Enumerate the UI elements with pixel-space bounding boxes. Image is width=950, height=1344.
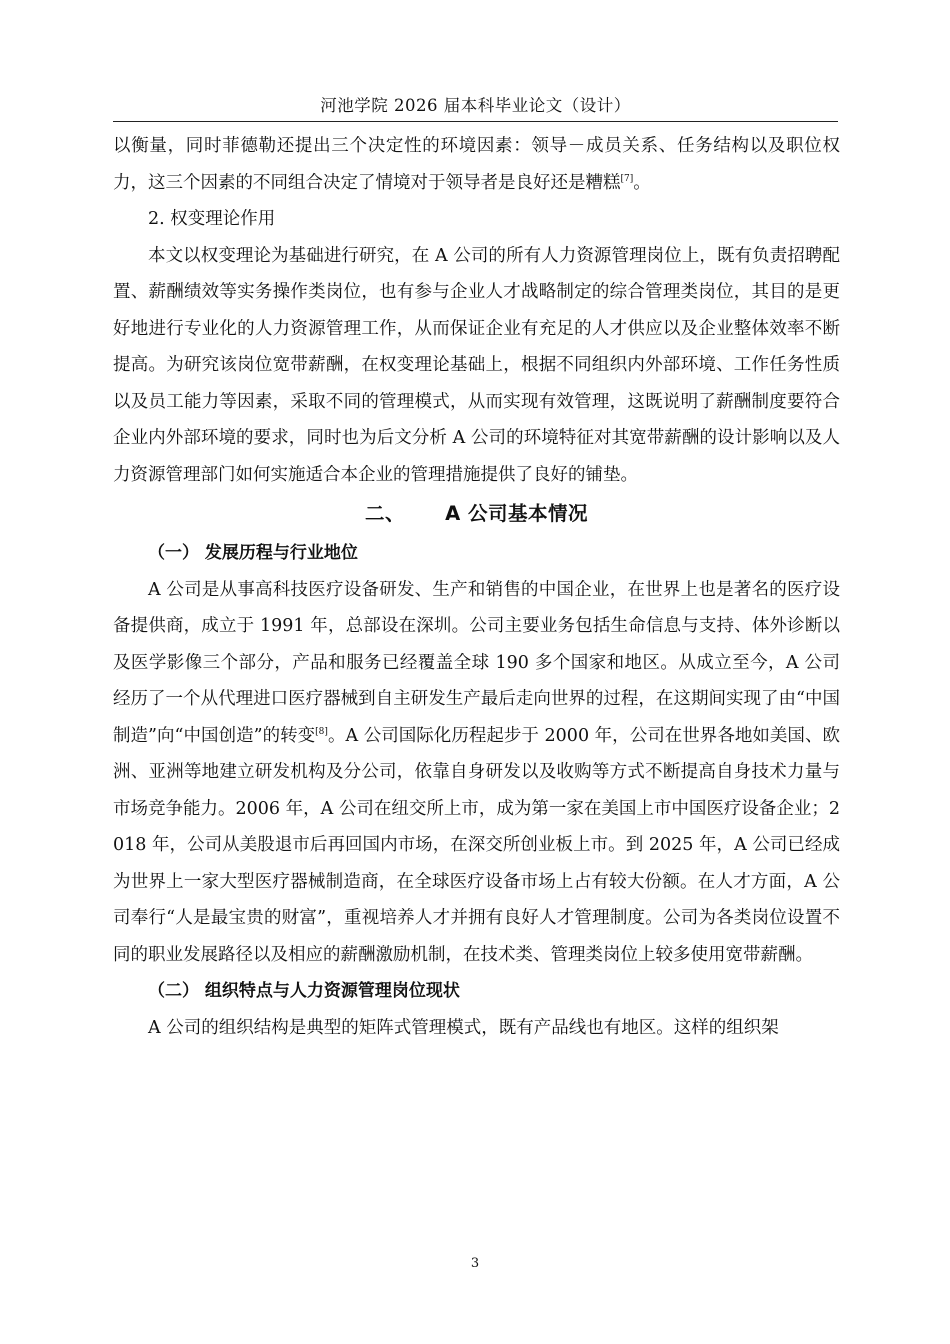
- citation-7: [7]: [620, 173, 634, 184]
- paragraph-organization: A 公司的组织结构是典型的矩阵式管理模式，既有产品线也有地区。这样的组织架: [148, 1017, 779, 1038]
- subsection-heading-contingency-role: 2. 权变理论作用: [148, 209, 276, 229]
- subheading-history: （一） 发展历程与行业地位: [148, 543, 358, 563]
- section-title: A 公司基本情况: [445, 502, 588, 525]
- citation-8: [8]: [315, 726, 328, 737]
- subheading-organization: （二） 组织特点与人力资源管理岗位现状: [148, 981, 460, 1001]
- paragraph-text: 以衡量，同时菲德勒还提出三个决定性的环境因素：领导－成员关系、任务结构以及职位权力，这三个因素的不同组合决定了情境对于领导者是良好还是糟糕: [113, 136, 840, 193]
- paragraph-history: [113, 572, 840, 974]
- running-header: 河池学院 2026 届本科毕业论文（设计）: [320, 96, 631, 115]
- paragraph-tail: 。: [633, 172, 651, 193]
- section-number: 二、: [365, 502, 406, 525]
- page-number: 3: [470, 1256, 480, 1271]
- paragraph-contingency-theory: 本文以权变理论为基础进行研究，在 A 公司的所有人力资源管理岗位上，既有负责招聘配置、薪酬绩效等实务操作类岗位，也有参与企业人才战略制定的综合管理类岗位，其目的是更好地进行专业化的人力资源管理工作，从而保证企业有充足的人才供应以及企业整体效率不断提高。为研究该岗位宽带薪酬，在权变理论基础上，根据不同组织内外部环境、工作任务性质以及员工能力等因素，采取不同的管理模式，从而实现有效管理，这既说明了薪酬制度要符合企业内外部环境的要求，同时也为后文分析 A 公司的环境特征对其宽带薪酬的设计影响以及人力资源管理部门如何实施适合本企业的管理措施提供了良好的铺垫。: [113, 245, 840, 485]
- section-heading: [113, 493, 840, 535]
- paragraph-continued: [113, 128, 840, 201]
- page-body: [113, 128, 840, 1046]
- header-rule: [113, 121, 838, 122]
- paragraph-text-b: 。A 公司国际化历程起步于 2000 年，公司在世界各地如美国、欧洲、亚洲等地建立研发机构及分公司，依靠自身研发以及收购等方式不断提高自身技术力量与市场竞争能力。2006 年，A 公司在纽交所上市，成为第一家在美国上市中国医疗设备企业；2018 年，公司从美股退市后再回国内市场，在深交所创业板上市。到 2025 年，A 公司已经成为世界上一家大型医疗器械制造商，在全球医疗设备市场上占有较大份额。在人才方面，A 公司奉行“人是最宝贵的财富”，重视培养人才并拥有良好人才管理制度。公司为各类岗位设置不同的职业发展路径以及相应的薪酬激励机制，在技术类、管理类岗位上较多使用宽带薪酬。: [113, 725, 840, 965]
- paragraph-text-a: A 公司是从事高科技医疗设备研发、生产和销售的中国企业，在世界上也是著名的医疗设备提供商，成立于 1991 年，总部设在深圳。公司主要业务包括生命信息与支持、体外诊断以及医学影像三个部分，产品和服务已经覆盖全球 190 多个国家和地区。从成立至今，A 公司经历了一个从代理进口医疗器械到自主研发生产最后走向世界的过程，在这期间实现了由“中国制造”向“中国创造”的转变: [113, 579, 840, 746]
